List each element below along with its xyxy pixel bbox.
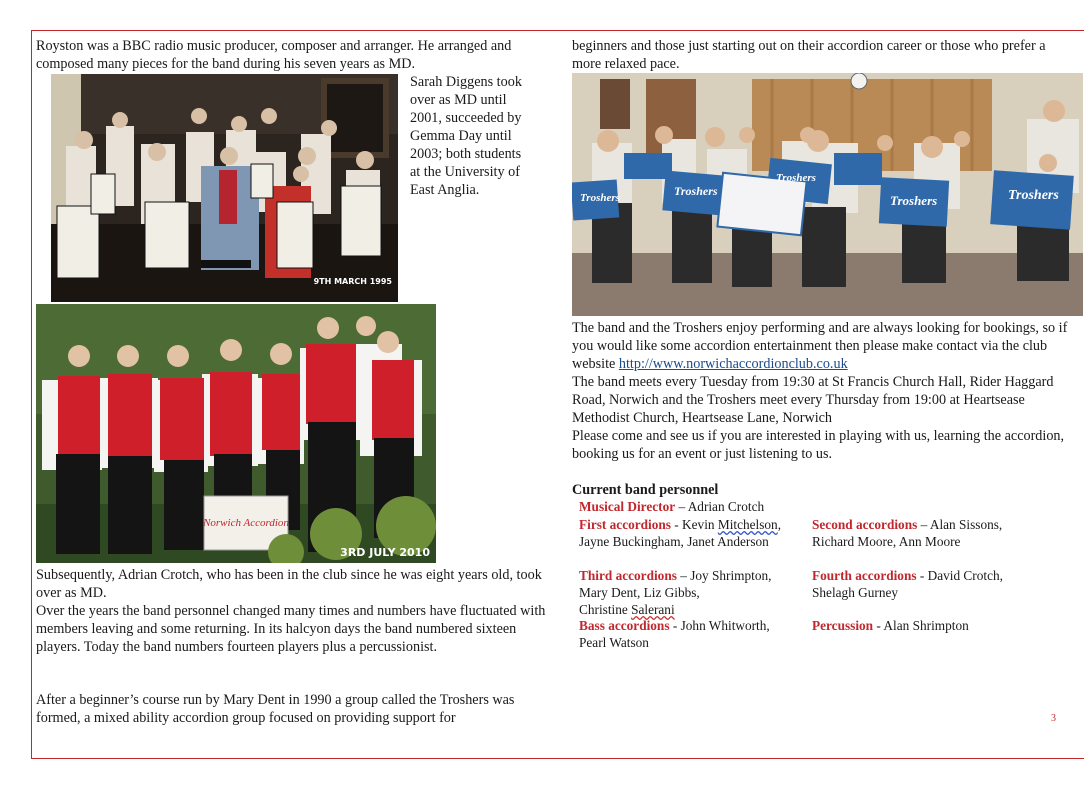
- subsequently-paragraph: Subsequently, Adrian Crotch, who has been in the club since he was eight years old, took over as MD.: [36, 567, 542, 601]
- troshers-photo: [572, 73, 1083, 316]
- band-photo-2010-image: [36, 304, 436, 563]
- side-note-line: Gemma Day until: [410, 128, 512, 144]
- percussion-role: Percussion: [812, 618, 874, 633]
- third-accordions-role: Third accordions: [579, 568, 677, 583]
- second-accordions-names: Richard Moore, Ann Moore: [812, 534, 961, 549]
- first-accordions-names: ,: [777, 517, 782, 532]
- continuation-paragraph: beginners and those just starting out on their accordion career or those who prefer a more relaxed pace.: [572, 38, 1046, 72]
- stand-label: Troshers: [890, 193, 938, 208]
- third-accordions-names: Mary Dent, Liz Gibbs,: [579, 585, 700, 600]
- second-accordions-role: Second accordions: [812, 517, 918, 532]
- percussion-entry: [812, 617, 1052, 634]
- fourth-accordions-names: Shelagh Gurney: [812, 585, 899, 600]
- fourth-accordions-names: - David Crotch,: [916, 568, 1003, 583]
- fourth-accordions-entry: [812, 567, 1052, 601]
- bass-accordions-role: Bass accordions: [579, 618, 670, 633]
- troshers-photo-image: [572, 73, 1083, 316]
- troshers-paragraph: After a beginner’s course run by Mary Dent in 1990 a group called the Troshers was formed, a mixed ability accordion group focused on providing support for: [36, 692, 515, 726]
- years-paragraph: Over the years the band personnel changed many times and numbers have fluctuated with members leaving and some returning. In its halcyon days the band numbered sixteen players. Today the band numbers fourteen players plus a percussionist.: [36, 603, 546, 655]
- stand-label: Troshers: [776, 172, 816, 184]
- personnel-heading: Current band personnel: [572, 482, 719, 498]
- side-note-line: 2001, succeeded by: [410, 110, 522, 126]
- meets-paragraph: The band meets every Tuesday from 19:30 at St Francis Church Hall, Rider Haggard Road, Norwich and the Troshers meet every Thursday from 19:00 at Heartsease Methodist Church, Heartsease Lane, Norwich: [572, 374, 1054, 426]
- third-accordions-names: Christine: [579, 602, 632, 617]
- first-accordions-entry: [579, 516, 807, 550]
- band-photo-2010: [36, 304, 436, 563]
- percussion-names: - Alan Shrimpton: [873, 618, 969, 633]
- side-note-line: East Anglia.: [410, 182, 480, 198]
- bookings-text: The band and the Troshers enjoy performing and are always looking for bookings, so if you would like some accordion entertainment then please make contact via the club website: [572, 320, 1068, 372]
- musical-director-names: – Adrian Crotch: [675, 499, 765, 514]
- third-accordions-names: – Joy Shrimpton,: [676, 568, 772, 583]
- side-note: [410, 73, 540, 199]
- first-accordions-names: Jayne Buckingham, Janet Anderson: [579, 534, 769, 549]
- intro-paragraph: Royston was a BBC radio music producer, composer and arranger. He arranged and composed many pieces for the band during his seven years as MD.: [36, 38, 512, 72]
- sign-text: Norwich Accordion: [203, 517, 289, 529]
- musical-director-entry: [579, 498, 764, 515]
- stand-label: Troshers: [1008, 188, 1059, 203]
- stand-label: Troshers: [674, 184, 718, 198]
- bass-accordions-names: - John Whitworth,: [669, 618, 770, 633]
- club-website-link[interactable]: http://www.norwichaccordionclub.co.uk: [618, 356, 848, 372]
- fourth-accordions-role: Fourth accordions: [812, 568, 917, 583]
- second-accordions-entry: [812, 516, 1052, 550]
- side-note-line: over as MD until: [410, 92, 507, 108]
- come-paragraph: Please come and see us if you are interested in playing with us, learning the accordion, booking us for an event or just listening to us.: [572, 428, 1065, 462]
- bass-accordions-names: Pearl Watson: [579, 635, 649, 650]
- musical-director-role: Musical Director: [579, 499, 676, 514]
- first-accordions-role: First accordions: [579, 517, 671, 532]
- photo-2010-caption: 3RD JULY 2010: [340, 546, 430, 559]
- side-note-line: 2003; both students: [410, 146, 522, 162]
- first-accordions-names: - Kevin: [670, 517, 718, 532]
- side-note-line: at the University of: [410, 164, 520, 180]
- bookings-paragraph: [572, 319, 1072, 373]
- band-photo-1995-image: [51, 74, 398, 302]
- third-accordions-names: Salerani: [631, 602, 675, 617]
- third-accordions-entry: [579, 567, 807, 618]
- page-number: 3: [1051, 713, 1056, 724]
- side-note-line: Sarah Diggens took: [410, 74, 522, 90]
- bass-accordions-entry: [579, 617, 807, 651]
- first-accordions-names: Mitchelson: [717, 517, 778, 532]
- band-photo-1995: [51, 74, 398, 302]
- second-accordions-names: – Alan Sissons,: [917, 517, 1003, 532]
- stand-label: Troshers: [580, 192, 620, 204]
- photo-1995-caption: 9TH MARCH 1995: [313, 277, 392, 286]
